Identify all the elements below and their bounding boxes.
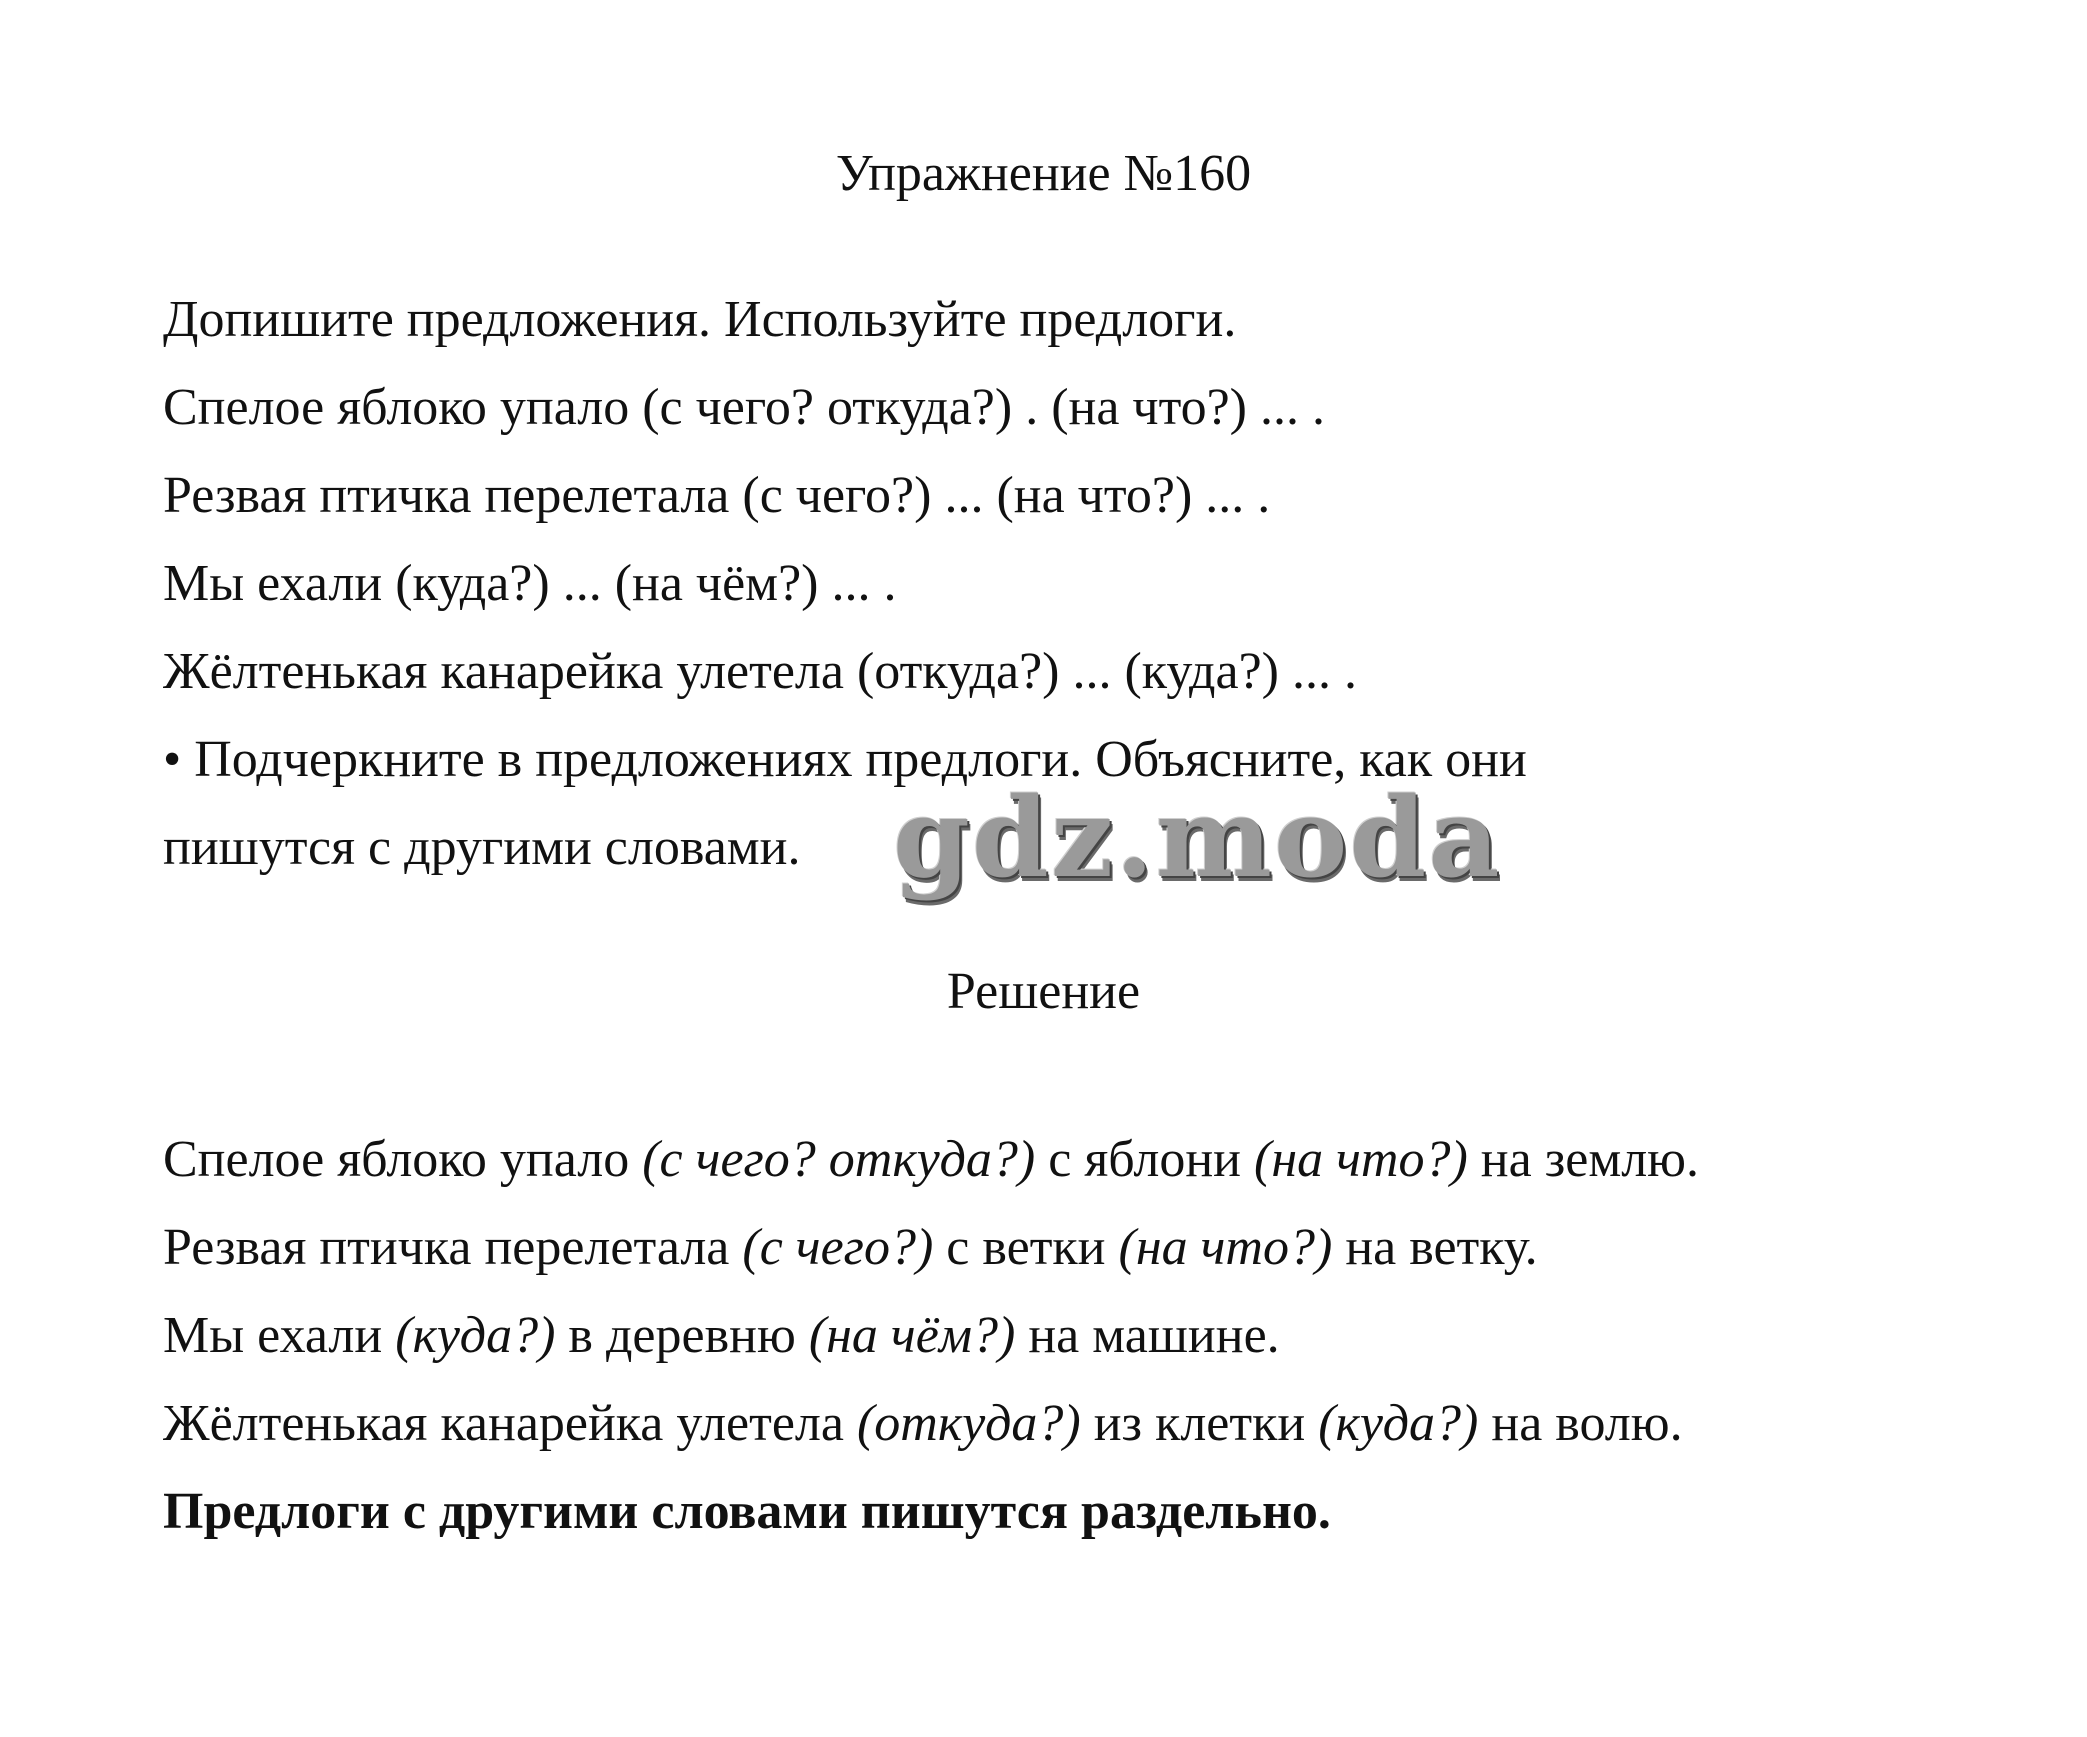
answer-subject: Резвая птичка перелетала [163, 1219, 730, 1276]
answer-sentence [163, 1380, 2043, 1468]
answer-question: (куда?) [1318, 1395, 1479, 1452]
answer-fill: на землю. [1480, 1131, 1700, 1188]
answer-fill: из клетки [1093, 1395, 1306, 1452]
answer-fill: с ветки [946, 1219, 1106, 1276]
answer-question: (на чём?) [808, 1307, 1016, 1364]
task-sentence: Спелое яблоко упало (с чего? откуда?) . (на что?) ... . [163, 379, 1326, 436]
watermark-logo: gdz.moda [893, 773, 1502, 902]
answer-question: (куда?) [395, 1307, 556, 1364]
answer-fill: на машине. [1028, 1307, 1280, 1364]
answer-fill: на ветку. [1345, 1219, 1538, 1276]
answer-subject: Жёлтенькая канарейка улетела [163, 1395, 844, 1452]
solution-title: Решение [946, 963, 1141, 1020]
answer-sentence [163, 1204, 2043, 1292]
answer-question: (с чего?) [742, 1219, 934, 1276]
answer-question: (на что?) [1254, 1131, 1468, 1188]
conclusion: Предлоги с другими словами пишутся раздельно. [163, 1483, 1331, 1540]
task-instruction-line: пишутся с другими словами. [163, 819, 801, 876]
answer-fill: с яблони [1048, 1131, 1241, 1188]
answer-subject: Мы ехали [163, 1307, 383, 1364]
answer-sentence [163, 1292, 2043, 1380]
task-sentence: Резвая птичка перелетала (с чего?) ... (на что?) ... . [163, 467, 1271, 524]
task-sentence: Мы ехали (куда?) ... (на чём?) ... . [163, 555, 897, 612]
instruction: Допишите предложения. Используйте предлоги. [163, 291, 1237, 348]
answer-sentence [163, 1116, 2043, 1204]
answer-fill: на волю. [1491, 1395, 1683, 1452]
answer-question: (откуда?) [856, 1395, 1081, 1452]
task-instruction-line: • Подчеркните в предложениях предлоги. Объясните, как они [163, 731, 1527, 788]
exercise-title: Упражнение №160 [835, 145, 1252, 202]
answer-subject: Спелое яблоко упало [163, 1131, 630, 1188]
solution-text [163, 1116, 2043, 1556]
task-sentence: Жёлтенькая канарейка улетела (откуда?) ... (куда?) ... . [163, 643, 1357, 700]
answer-fill: в деревню [568, 1307, 796, 1364]
answer-question: (с чего? откуда?) [642, 1131, 1036, 1188]
answer-question: (на что?) [1118, 1219, 1333, 1276]
